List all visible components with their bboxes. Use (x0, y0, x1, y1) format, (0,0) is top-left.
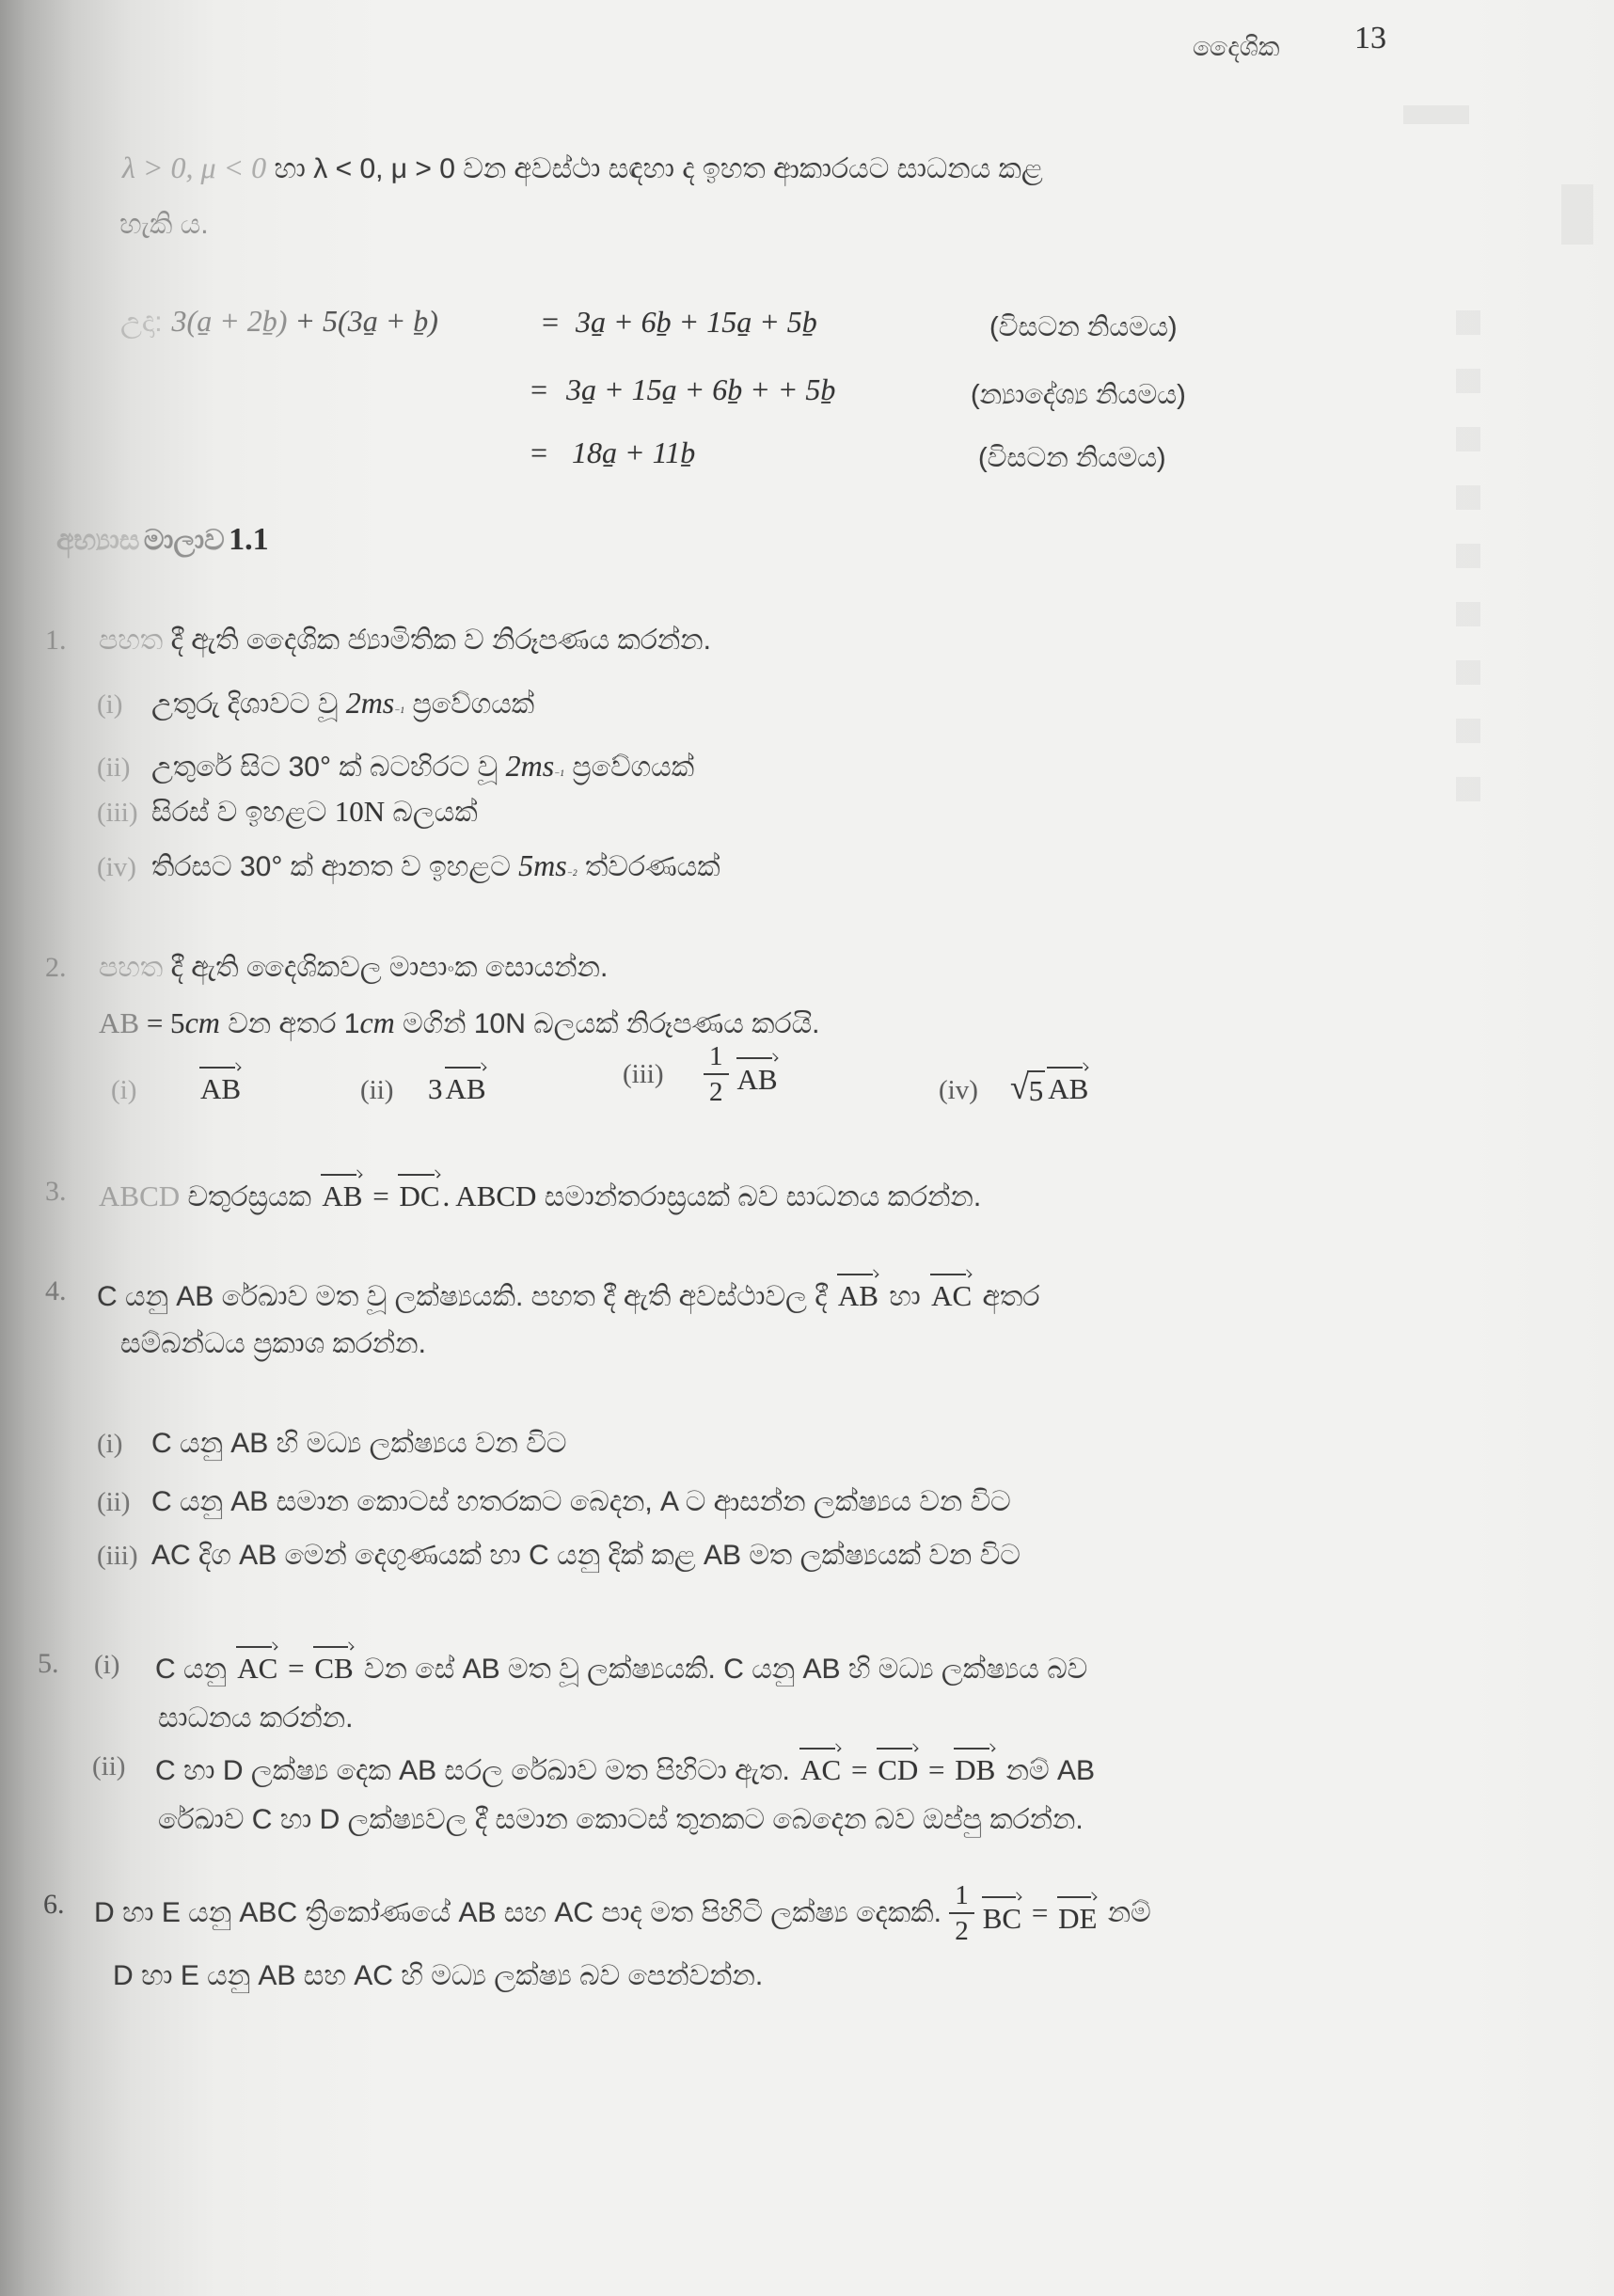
problem-5-number: 5. (38, 1648, 59, 1679)
problem-5-ii-line-2: රේඛාව C හා D ලක්ෂ්‍යවල දී සමාන කොටස් තුනකට බෙදෙන බව ඔප්පු කරන්න. (158, 1804, 1084, 1835)
vector-AC: AC (234, 1642, 280, 1685)
exercise-heading-word-faded: අභ්‍යාස (56, 525, 140, 556)
p3-equals: = (365, 1180, 397, 1212)
item-marker: (ii) (97, 1487, 131, 1517)
running-head-title: දෛශික (1193, 32, 1280, 61)
problem-5-ii-line-1 (155, 1744, 1095, 1791)
intro-line-2: හැකි ය. (119, 209, 209, 240)
coefficient: 3 (428, 1072, 443, 1105)
problem-4-line-1 (97, 1270, 1040, 1317)
problem-5-i-line-2: සාධනය කරන්න. (158, 1702, 354, 1734)
item-text-post: ත්වරණයක් (577, 851, 720, 882)
item-text: C යනු AB සමාන කොටස් හතරකට බෙදන, A ට ආසන්න ලක්ෂ්‍යය වන විට (151, 1486, 1011, 1517)
p5ii-equals-1: = (844, 1753, 876, 1786)
given-text-2: වන අතර 1 (219, 1008, 360, 1039)
p3-text-1: චතුරස්‍රයක (180, 1181, 320, 1212)
vector-DE: DE (1055, 1892, 1100, 1935)
problem-1-number: 1. (45, 625, 67, 656)
vector-BC: BC (980, 1892, 1024, 1935)
problem-2-item-i (111, 1063, 244, 1106)
item-marker: (i) (111, 1075, 137, 1105)
fraction-one-half (949, 1881, 974, 1946)
p5i-text-post: වන සේ AB මත වූ ලක්ෂ්‍යයකි. C යනු AB හි මධ්‍ය ලක්ෂ්‍යය බව (356, 1654, 1088, 1685)
problem-1-item-i (97, 685, 534, 724)
fraction-denominator: 2 (955, 1916, 969, 1946)
vector-AB: AB (835, 1270, 881, 1312)
p5ii-text-pre: C හා D ලක්ෂ්‍ය දෙක AB සරල රේඛාව මත පිහිටා ඇත. (155, 1755, 799, 1786)
eq3-law-label: (විසටන නියමය) (978, 443, 1166, 473)
p4-text-mid: හා (880, 1281, 929, 1312)
problem-2-item-ii (360, 1063, 489, 1106)
item-exponent: −1 (554, 769, 565, 779)
p4-text-post: අතර (974, 1281, 1040, 1312)
vector-DB: DB (952, 1744, 998, 1786)
item-text: තිරසට 30° ක් ආනත ව ඉහළට (151, 851, 519, 882)
problem-2-item-iii (623, 1042, 781, 1107)
given-text: = 5 (139, 1006, 185, 1039)
square-root (1010, 1070, 1045, 1108)
item-marker: (iv) (97, 852, 136, 882)
problem-1-item-iii (97, 793, 478, 832)
p5ii-equals-2: = (921, 1753, 953, 1786)
scan-noise-strip (1456, 310, 1480, 818)
eq1-rhs: 3a̱ + 6ḇ + 15a̱ + 5ḇ (576, 305, 817, 339)
p3-text-3: සමාන්තරාස්‍රයක් බව සාධනය කරන්න. (536, 1181, 982, 1212)
vector-CB: CB (311, 1642, 356, 1685)
problem-2-number: 2. (45, 952, 67, 983)
fraction-numerator: 1 (704, 1042, 729, 1075)
item-text: C යනු AB හි මධ්‍ය ලක්ෂ්‍යය වන විට (151, 1428, 567, 1459)
exercise-number: 1.1 (229, 522, 269, 557)
item-marker: (iii) (97, 798, 138, 828)
scan-noise-block (1403, 105, 1469, 124)
intro-line-1 (122, 147, 1043, 189)
p6-text-post: නම් (1100, 1897, 1151, 1928)
radical-sign: √ (1010, 1069, 1029, 1106)
vector-AC: AC (928, 1270, 974, 1312)
item-math: 5ms (518, 848, 567, 882)
problem-4-item-i (97, 1424, 566, 1464)
item-text: උතුරු දිශාවට වූ (151, 689, 346, 720)
problem-1-text-faded: පහත (99, 625, 164, 656)
problem-2-given (99, 1005, 820, 1044)
fraction-numerator: 1 (949, 1881, 974, 1914)
problem-6-number: 6. (43, 1889, 65, 1920)
vector-DC: DC (396, 1170, 442, 1212)
intro-text: හා λ < 0, μ > 0 වන අවස්ථා සඳහා ද ඉහත ආකාරයට සාධනය කළ (266, 153, 1043, 184)
eq1-lhs-part2: + 5(3a̱ + ḇ) (287, 304, 438, 338)
problem-4-line-2: සම්බන්ධය ප්‍රකාශ කරන්න. (120, 1328, 426, 1359)
exercise-heading-word: මාලාව (143, 525, 225, 556)
eq2-rhs: 3a̱ + 15a̱ + 6ḇ + + 5ḇ (566, 372, 836, 406)
eq3-equals: = (529, 435, 549, 469)
exercise-heading (56, 521, 269, 561)
item-marker: (iv) (939, 1075, 978, 1105)
item-math: 2ms (345, 686, 395, 720)
item-text-post: ප්‍රවේගයක් (564, 752, 695, 783)
eq2-equals: = (529, 372, 549, 406)
scan-noise-block-2 (1561, 184, 1593, 245)
vector-CD: CD (875, 1744, 921, 1786)
problem-3-text (99, 1170, 981, 1217)
vector-AB: AB (1045, 1063, 1091, 1105)
eq1-equals: = (540, 305, 561, 339)
problem-5-i-marker: (i) (94, 1650, 120, 1680)
example-label: උදා: (120, 307, 163, 338)
problem-4-item-iii (97, 1536, 1021, 1576)
problem-1-text-rest: දී ඇති දෛශික ජ්‍යාමිතික ව නිරූපණය කරන්න. (163, 625, 711, 656)
p5i-equals: = (280, 1652, 312, 1685)
item-text: AC දිග AB මෙන් දෙගුණයක් හා C යනු දික් කළ AB මත ලක්ෂ්‍යයක් වන විට (151, 1540, 1021, 1571)
p5i-text-pre: C යනු (155, 1654, 235, 1685)
vector-AB: AB (198, 1063, 244, 1105)
eq1-law-label: (විසටන නියමය) (989, 312, 1178, 342)
vector-AC: AC (798, 1744, 844, 1786)
equation-row-1-lhs (120, 303, 438, 342)
problem-2-text-faded: පහත (99, 952, 164, 983)
item-marker: (iii) (97, 1541, 138, 1571)
fraction-denominator: 2 (709, 1077, 723, 1108)
problem-5-ii-marker: (ii) (92, 1751, 126, 1781)
p5ii-text-post: නම් AB (998, 1755, 1095, 1786)
given-ab: AB (99, 1006, 140, 1039)
problem-6-line-2: D හා E යනු AB සහ AC හි මධ්‍ය ලක්ෂ්‍ය බව පෙන්වන්න. (113, 1960, 764, 1991)
item-math: 10N (334, 795, 386, 828)
problem-5-i-line-1 (155, 1642, 1087, 1689)
eq3-rhs: 18a̱ + 11ḇ (572, 435, 696, 469)
problem-4-item-ii (97, 1482, 1011, 1522)
item-exponent: −1 (394, 706, 405, 716)
problem-4-number: 4. (45, 1275, 67, 1306)
item-marker: (i) (97, 1429, 123, 1459)
p6-text-pre: D හා E යනු ABC ත්‍රිකෝණයේ AB සහ AC පාද මත පිහිටි ලක්ෂ්‍ය දෙකකි. (94, 1897, 950, 1928)
item-text: සිරස් ව ඉහළට (151, 797, 335, 828)
p3-text-2: . ABCD (442, 1180, 537, 1212)
problem-2-item-iv (939, 1063, 1091, 1108)
item-marker: (ii) (360, 1075, 394, 1105)
vector-AB: AB (319, 1170, 365, 1212)
vector-AB: AB (443, 1063, 489, 1105)
item-text: උතුරේ සිට 30° ක් බටහිරට වූ (151, 752, 506, 783)
p4-text-pre: C යනු AB රේඛාව මත වූ ලක්ෂ්‍යයකි. පහත දී ඇති අවස්ථාවල දී (97, 1281, 835, 1312)
problem-3-number: 3. (45, 1176, 67, 1207)
item-marker: (ii) (97, 752, 131, 783)
problem-1-text (99, 621, 711, 660)
given-unit: cm (184, 1005, 220, 1039)
item-marker: (iii) (623, 1058, 664, 1089)
problem-1-item-ii (97, 748, 694, 787)
p6-equals: = (1024, 1896, 1056, 1929)
given-unit-2: cm (359, 1005, 395, 1039)
item-marker: (i) (97, 689, 123, 720)
problem-2-text (99, 948, 608, 988)
item-text-post: බලයක් (385, 797, 478, 828)
item-exponent: −2 (566, 869, 578, 879)
radicand: 5 (1027, 1070, 1046, 1108)
page-number: 13 (1354, 21, 1386, 55)
problem-2-text-rest: දී ඇති දෛශිකවල මාපාංක සොයන්න. (163, 952, 609, 983)
item-math: 2ms (505, 749, 555, 783)
fraction-one-half (704, 1042, 729, 1107)
intro-inequality-faded: λ > 0, μ < 0 (122, 150, 267, 184)
eq2-law-label: (න්‍යාදේශ්‍ය නියමය) (971, 380, 1186, 410)
vector-AB: AB (735, 1053, 781, 1096)
eq1-lhs-part1: 3(a̱ + 2ḇ) (171, 304, 288, 338)
item-text-post: ප්‍රවේගයක් (404, 689, 535, 720)
problem-6-line-1 (94, 1874, 1151, 1953)
p3-abcd-faded: ABCD (99, 1180, 181, 1212)
given-text-3: මගින් 10N බලයක් නිරූපණය කරයි. (394, 1008, 820, 1039)
problem-1-item-iv (97, 847, 720, 887)
